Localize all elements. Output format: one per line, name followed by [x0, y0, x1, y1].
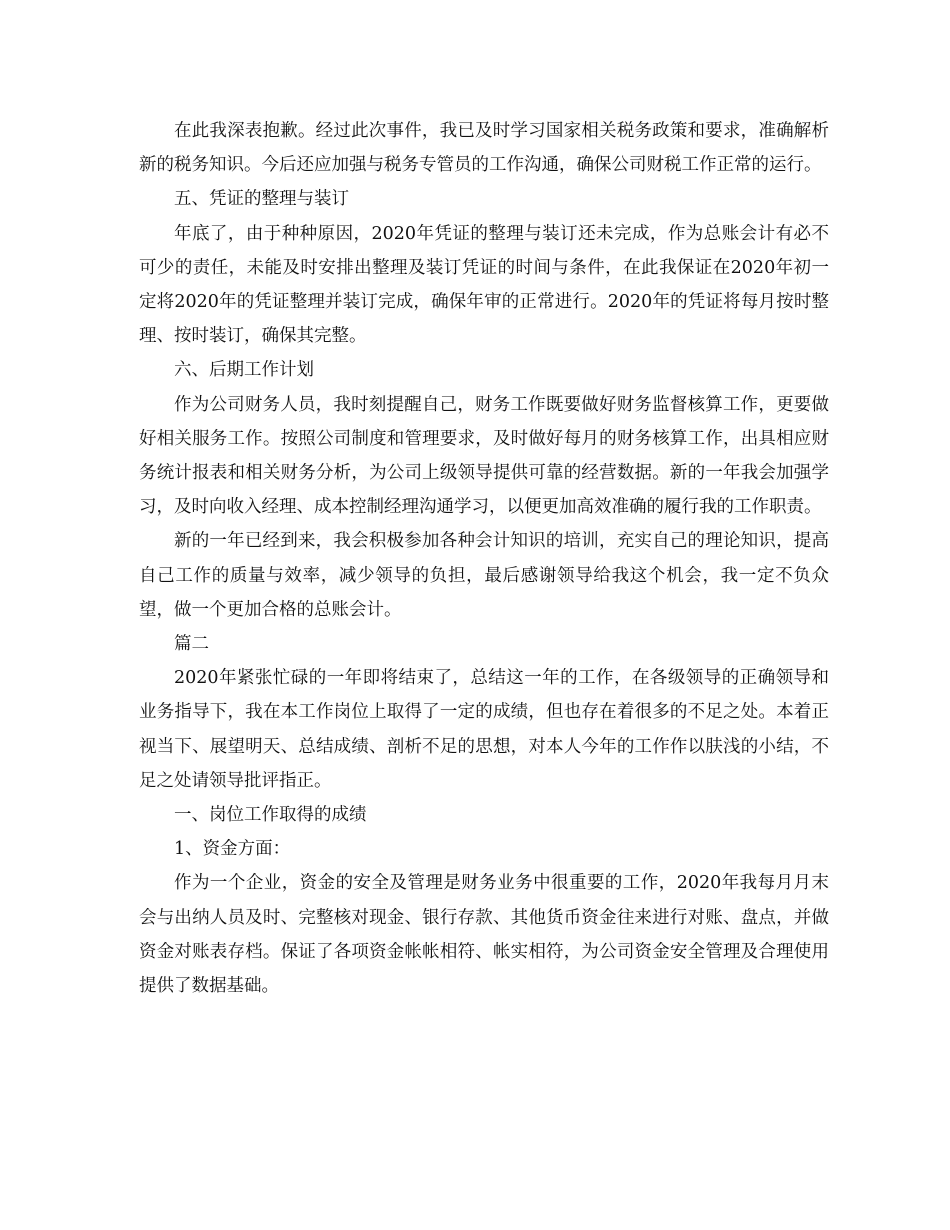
paragraph-new-year: 新的一年已经到来，我会积极参加各种会计知识的培训，充实自己的理论知识，提高自己工作的质量与效率，减少领导的负担，最后感谢领导给我这个机会，我一定不负众望，做一个更加合格的总账会计。	[139, 531, 829, 620]
paragraph-plan: 作为公司财务人员，我时刻提醒自己，财务工作既要做好财务监督核算工作，更要做好相关服务工作。按照公司制度和管理要求，及时做好每月的财务核算工作，出具相应财务统计报表和相关财务分析，为公司上级领导提供可靠的经营数据。新的一年我会加强学习，及时向收入经理、成本控制经理沟通学习，以便更加高效准确的履行我的工作职责。	[139, 394, 829, 518]
paragraph-apology: 在此我深表抱歉。经过此次事件，我已及时学习国家相关税务政策和要求，准确解析新的税务知识。今后还应加强与税务专管员的工作沟通，确保公司财税工作正常的运行。	[139, 121, 829, 176]
paragraph-summary-intro: 2020年紧张忙碌的一年即将结束了，总结这一年的工作，在各级领导的正确领导和业务指导下，我在本工作岗位上取得了一定的成绩，但也存在着很多的不足之处。本着正视当下、展望明天、总结成绩、剖析不足的思想，对本人今年的工作作以肤浅的小结，不足之处请领导批评指正。	[139, 668, 829, 791]
part-two-heading: 篇二	[174, 634, 209, 655]
subsection-heading-funds: 1、资金方面：	[174, 839, 291, 860]
section-heading-achievements: 一、岗位工作取得的成绩	[174, 805, 367, 826]
paragraph-voucher: 年底了，由于种种原因，2020年凭证的整理与装订还未完成，作为总账会计有必不可少的责任，未能及时安排出整理及装订凭证的时间与条件，在此我保证在2020年初一定将2020年的凭证整理并装订完成，确保年审的正常进行。2020年的凭证将每月按时整理、按时装订，确保其完整。	[139, 223, 829, 347]
paragraph-funds: 作为一个企业，资金的安全及管理是财务业务中很重要的工作，2020年我每月月末会与出纳人员及时、完整核对现金、银行存款、其他货币资金往来进行对账、盘点，并做资金对账表存档。保证了各项资金帐帐相符、帐实相符，为公司资金安全管理及合理使用提供了数据基础。	[139, 873, 829, 997]
section-heading-plan: 六、后期工作计划	[174, 360, 314, 381]
document-body	[139, 114, 829, 1003]
section-heading-voucher: 五、凭证的整理与装订	[174, 189, 349, 210]
